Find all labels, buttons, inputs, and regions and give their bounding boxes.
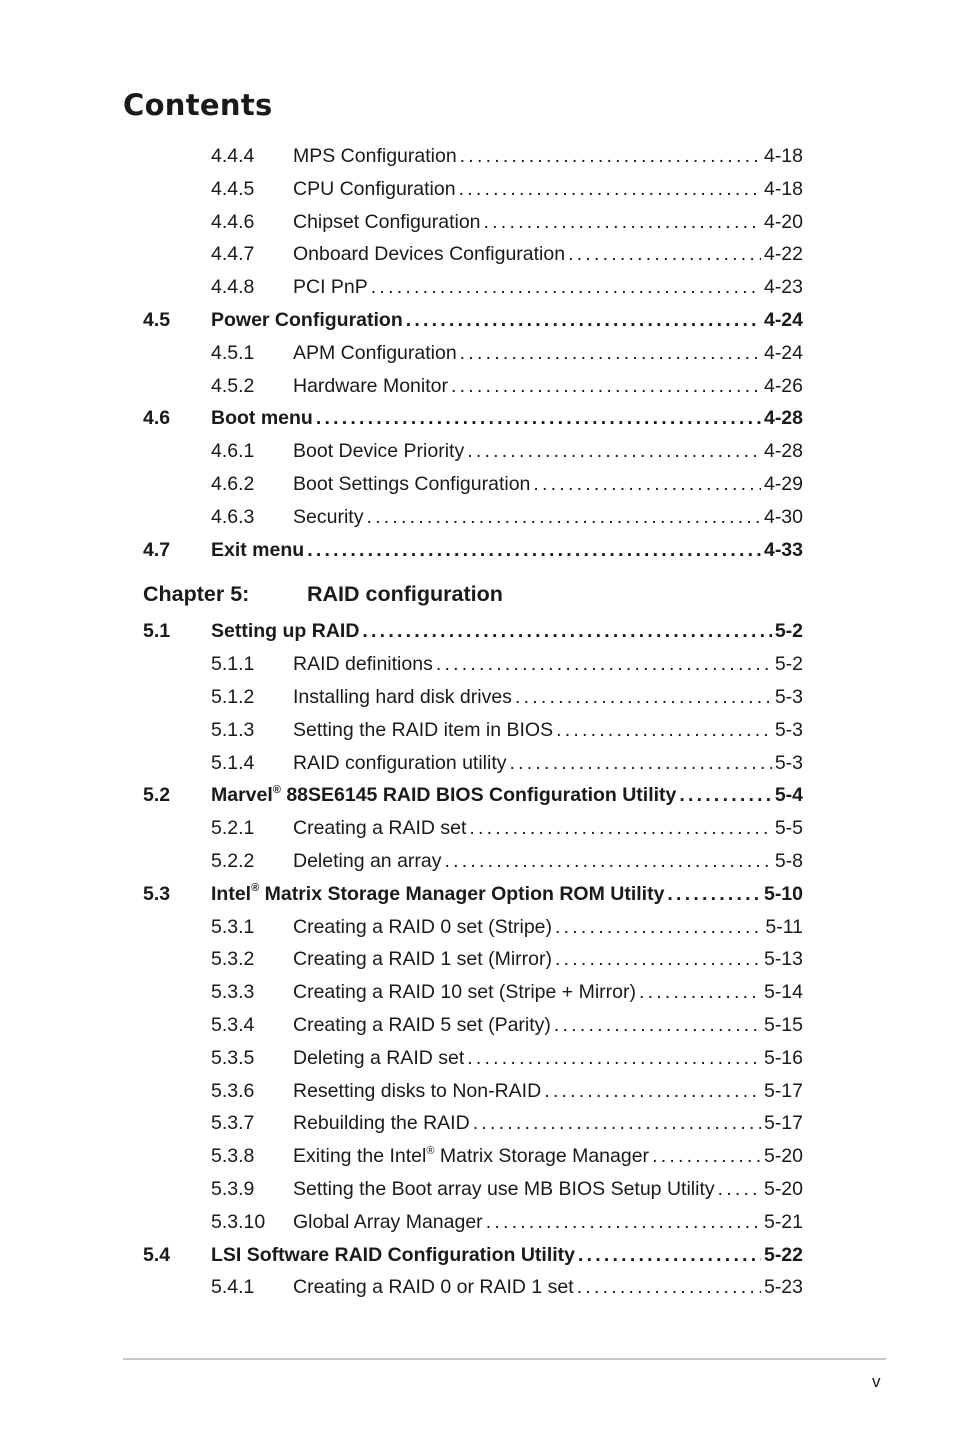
- dot-leader: [554, 1009, 761, 1042]
- toc-entry-page: 5-3: [774, 685, 803, 708]
- toc-section-4-6[interactable]: [0, 402, 954, 435]
- toc-section-number: 5.3: [143, 882, 171, 905]
- dot-leader: [679, 779, 771, 812]
- toc-entry-title: Resetting disks to Non-RAID: [293, 1075, 544, 1108]
- toc-entry-number: 5.3.1: [211, 915, 255, 938]
- toc-entry-title: Creating a RAID 1 set (Mirror): [293, 943, 555, 976]
- dot-leader: [667, 878, 761, 911]
- toc-section-number: 5.2: [143, 784, 171, 807]
- table-of-contents: [0, 140, 954, 1304]
- toc-entry-4-4-7[interactable]: [0, 238, 954, 271]
- toc-entry-title: Deleting an array: [293, 845, 445, 878]
- toc-entry-4-4-5[interactable]: [0, 173, 954, 206]
- toc-entry-page: 4-20: [763, 210, 803, 233]
- toc-entry-number: 4.4.8: [211, 276, 255, 299]
- toc-entry-number: 5.3.3: [211, 981, 255, 1004]
- toc-entry-page: 5-20: [763, 1145, 803, 1168]
- toc-entry-5-3-1[interactable]: [0, 911, 954, 944]
- toc-entry-page: 4-30: [763, 505, 803, 528]
- toc-entry-title: Boot Device Priority: [293, 435, 467, 468]
- toc-entry-page: 4-23: [763, 276, 803, 299]
- toc-entry-page: 5-3: [774, 718, 803, 741]
- dot-leader: [451, 370, 761, 403]
- toc-entry-4-6-1[interactable]: [0, 435, 954, 468]
- toc-section-4-5[interactable]: [0, 304, 954, 337]
- toc-entry-5-3-4[interactable]: [0, 1009, 954, 1042]
- toc-entry-title: Creating a RAID 10 set (Stripe + Mirror): [293, 976, 639, 1009]
- toc-entry-page: 5-11: [765, 915, 803, 938]
- dot-leader: [459, 173, 761, 206]
- toc-entry-number: 4.5.2: [211, 374, 255, 397]
- dot-leader: [578, 1239, 761, 1272]
- toc-section-5-4[interactable]: [0, 1239, 954, 1272]
- toc-entry-page: 4-24: [763, 341, 803, 364]
- chapter-heading: [0, 566, 954, 615]
- toc-entry-5-1-3[interactable]: [0, 714, 954, 747]
- toc-entry-5-3-6[interactable]: [0, 1075, 954, 1108]
- toc-entry-number: 5.3.2: [211, 948, 255, 971]
- toc-entry-page: 5-14: [763, 981, 803, 1004]
- toc-entry-page: 5-16: [763, 1046, 803, 1069]
- toc-section-title: Power Configuration: [211, 304, 406, 337]
- dot-leader: [577, 1271, 761, 1304]
- toc-entry-page: 4-22: [763, 243, 803, 266]
- toc-entry-title: Setting the Boot array use MB BIOS Setup Utility: [293, 1173, 718, 1206]
- toc-entry-number: 5.3.10: [211, 1210, 266, 1233]
- toc-entry-number: 5.4.1: [211, 1276, 255, 1299]
- toc-section-title: Intel® Matrix Storage Manager Option ROM Utility: [211, 878, 667, 911]
- toc-entry-page: 4-18: [763, 145, 803, 167]
- toc-entry-5-1-2[interactable]: [0, 681, 954, 714]
- toc-entry-page: 4-29: [763, 472, 803, 495]
- dot-leader: [568, 238, 761, 271]
- page-title: Contents: [123, 88, 273, 122]
- toc-section-page: 4-28: [763, 407, 803, 430]
- toc-entry-title: Creating a RAID set: [293, 812, 469, 845]
- toc-entry-title: RAID configuration utility: [293, 747, 510, 780]
- toc-entry-page: 5-8: [774, 849, 803, 872]
- toc-entry-page: 5-20: [763, 1177, 803, 1200]
- dot-leader: [436, 648, 772, 681]
- dot-leader: [473, 1107, 761, 1140]
- dot-leader: [467, 1042, 761, 1075]
- toc-entry-number: 4.4.7: [211, 243, 255, 266]
- dot-leader: [316, 402, 761, 435]
- dot-leader: [371, 271, 761, 304]
- toc-section-title: Boot menu: [211, 402, 316, 435]
- chapter-title: RAID configuration: [307, 582, 503, 607]
- toc-entry-number: 4.5.1: [211, 341, 255, 364]
- toc-section-5-1[interactable]: [0, 615, 954, 648]
- toc-entry-title: CPU Configuration: [293, 173, 459, 206]
- dot-leader: [533, 468, 761, 501]
- toc-section-number: 4.7: [143, 538, 171, 561]
- toc-section-page: 5-10: [763, 882, 803, 905]
- toc-section-title: Exit menu: [211, 534, 307, 567]
- toc-entry-title: Creating a RAID 0 or RAID 1 set: [293, 1271, 577, 1304]
- toc-entry-title: Creating a RAID 5 set (Parity): [293, 1009, 554, 1042]
- toc-entry-page: 5-17: [763, 1112, 803, 1135]
- toc-entry-5-3-10[interactable]: [0, 1206, 954, 1239]
- dot-leader: [469, 812, 771, 845]
- toc-section-number: 4.5: [143, 308, 171, 331]
- toc-entry-5-3-8[interactable]: [0, 1140, 954, 1173]
- dot-leader: [467, 435, 761, 468]
- toc-entry-number: 5.1.3: [211, 718, 255, 741]
- toc-section-5-3[interactable]: [0, 878, 954, 911]
- toc-entry-number: 4.4.5: [211, 177, 255, 200]
- toc-section-number: 5.4: [143, 1243, 171, 1266]
- toc-entry-5-3-9[interactable]: [0, 1173, 954, 1206]
- toc-entry-number: 4.4.6: [211, 210, 255, 233]
- dot-leader: [556, 714, 772, 747]
- toc-entry-page: 5-23: [763, 1276, 803, 1299]
- page-number: v: [872, 1372, 881, 1391]
- footer-divider: [123, 1358, 886, 1360]
- toc-entry-number: 5.1.4: [211, 751, 255, 774]
- toc-entry-4-6-2[interactable]: [0, 468, 954, 501]
- toc-entry-5-3-5[interactable]: [0, 1042, 954, 1075]
- toc-entry-page: 5-3: [774, 751, 803, 774]
- toc-entry-4-4-6[interactable]: [0, 206, 954, 239]
- toc-entry-page: 5-15: [763, 1013, 803, 1036]
- toc-section-title: Setting up RAID: [211, 615, 362, 648]
- toc-entry-title: Rebuilding the RAID: [293, 1107, 473, 1140]
- toc-entry-5-1-1[interactable]: [0, 648, 954, 681]
- toc-entry-5-2-1[interactable]: [0, 812, 954, 845]
- toc-entry-number: 5.3.5: [211, 1046, 255, 1069]
- toc-entry-5-1-4[interactable]: [0, 747, 954, 780]
- toc-entry-5-3-2[interactable]: [0, 943, 954, 976]
- toc-entry-5-3-3[interactable]: [0, 976, 954, 1009]
- registered-mark: ®: [272, 783, 281, 796]
- toc-section-4-7[interactable]: [0, 534, 954, 567]
- toc-entry-number: 5.2.2: [211, 849, 255, 872]
- toc-entry-5-4-1[interactable]: [0, 1271, 954, 1304]
- toc-entry-title: Installing hard disk drives: [293, 681, 515, 714]
- toc-entry-number: 4.6.3: [211, 505, 255, 528]
- toc-entry-page: 5-5: [774, 817, 803, 840]
- toc-entry-page: 4-26: [763, 374, 803, 397]
- toc-entry-number: 5.3.4: [211, 1013, 255, 1036]
- registered-mark: ®: [426, 1144, 435, 1157]
- toc-entry-title: Setting the RAID item in BIOS: [293, 714, 556, 747]
- toc-entry-4-5-2[interactable]: [0, 370, 954, 403]
- toc-entry-5-3-7[interactable]: [0, 1107, 954, 1140]
- dot-leader: [718, 1173, 761, 1206]
- dot-leader: [366, 501, 761, 534]
- dot-leader: [652, 1140, 761, 1173]
- dot-leader: [515, 681, 772, 714]
- toc-entry-title: Hardware Monitor: [293, 370, 451, 403]
- dot-leader: [445, 845, 772, 878]
- dot-leader: [307, 534, 761, 567]
- toc-section-page: 4-24: [763, 308, 803, 331]
- toc-section-number: 5.1: [143, 620, 171, 643]
- toc-entry-number: 5.1.2: [211, 685, 255, 708]
- toc-entry-title: Boot Settings Configuration: [293, 468, 533, 501]
- toc-section-number: 4.6: [143, 407, 171, 430]
- toc-entry-4-6-3[interactable]: [0, 501, 954, 534]
- dot-leader: [555, 943, 761, 976]
- toc-section-title: Marvel® 88SE6145 RAID BIOS Configuration Utility: [211, 779, 679, 812]
- dot-leader: [484, 206, 761, 239]
- toc-entry-number: 4.6.1: [211, 440, 255, 463]
- toc-entry-page: 5-17: [763, 1079, 803, 1102]
- toc-section-title: LSI Software RAID Configuration Utility: [211, 1239, 578, 1272]
- toc-entry-title: RAID definitions: [293, 648, 436, 681]
- dot-leader: [460, 140, 761, 173]
- toc-entry-title: Security: [293, 501, 366, 534]
- toc-section-page: 5-2: [774, 620, 803, 643]
- toc-entry-page: 5-21: [763, 1210, 803, 1233]
- toc-entry-title: Global Array Manager: [293, 1206, 486, 1239]
- dot-leader: [510, 747, 772, 780]
- toc-entry-number: 5.3.8: [211, 1145, 255, 1168]
- toc-entry-page: 5-2: [774, 653, 803, 676]
- toc-section-page: 5-22: [763, 1243, 803, 1266]
- chapter-label: Chapter 5:: [143, 582, 250, 607]
- toc-section-page: 5-4: [774, 784, 803, 807]
- toc-entry-page: 5-13: [763, 948, 803, 971]
- toc-entry-title: Onboard Devices Configuration: [293, 238, 568, 271]
- toc-entry-title: Exiting the Intel® Matrix Storage Manager: [293, 1140, 652, 1173]
- dot-leader: [406, 304, 761, 337]
- toc-entry-title: Creating a RAID 0 set (Stripe): [293, 911, 555, 944]
- dot-leader: [362, 615, 771, 648]
- toc-entry-number: 5.3.6: [211, 1079, 255, 1102]
- toc-entry-4-4-8[interactable]: [0, 271, 954, 304]
- toc-entry-page: 4-28: [763, 440, 803, 463]
- toc-entry-4-5-1[interactable]: [0, 337, 954, 370]
- dot-leader: [460, 337, 761, 370]
- toc-entry-title: PCI PnP: [293, 271, 371, 304]
- toc-entry-title: MPS Configuration: [293, 140, 460, 173]
- toc-entry-title: APM Configuration: [293, 337, 460, 370]
- toc-entry-number: 5.1.1: [211, 653, 255, 676]
- toc-entry-number: 5.3.7: [211, 1112, 255, 1135]
- toc-entry-number: 5.2.1: [211, 817, 255, 840]
- dot-leader: [486, 1206, 761, 1239]
- toc-entry-5-2-2[interactable]: [0, 845, 954, 878]
- toc-entry-4-4-4[interactable]: [0, 140, 954, 173]
- toc-entry-number: 4.4.4: [211, 145, 255, 167]
- dot-leader: [555, 911, 762, 944]
- toc-entry-title: Deleting a RAID set: [293, 1042, 467, 1075]
- dot-leader: [544, 1075, 761, 1108]
- registered-mark: ®: [251, 882, 260, 895]
- toc-entry-number: 5.3.9: [211, 1177, 255, 1200]
- toc-entry-title: Chipset Configuration: [293, 206, 484, 239]
- dot-leader: [639, 976, 761, 1009]
- toc-section-page: 4-33: [763, 538, 803, 561]
- toc-entry-number: 4.6.2: [211, 472, 255, 495]
- toc-section-5-2[interactable]: [0, 779, 954, 812]
- toc-entry-page: 4-18: [763, 177, 803, 200]
